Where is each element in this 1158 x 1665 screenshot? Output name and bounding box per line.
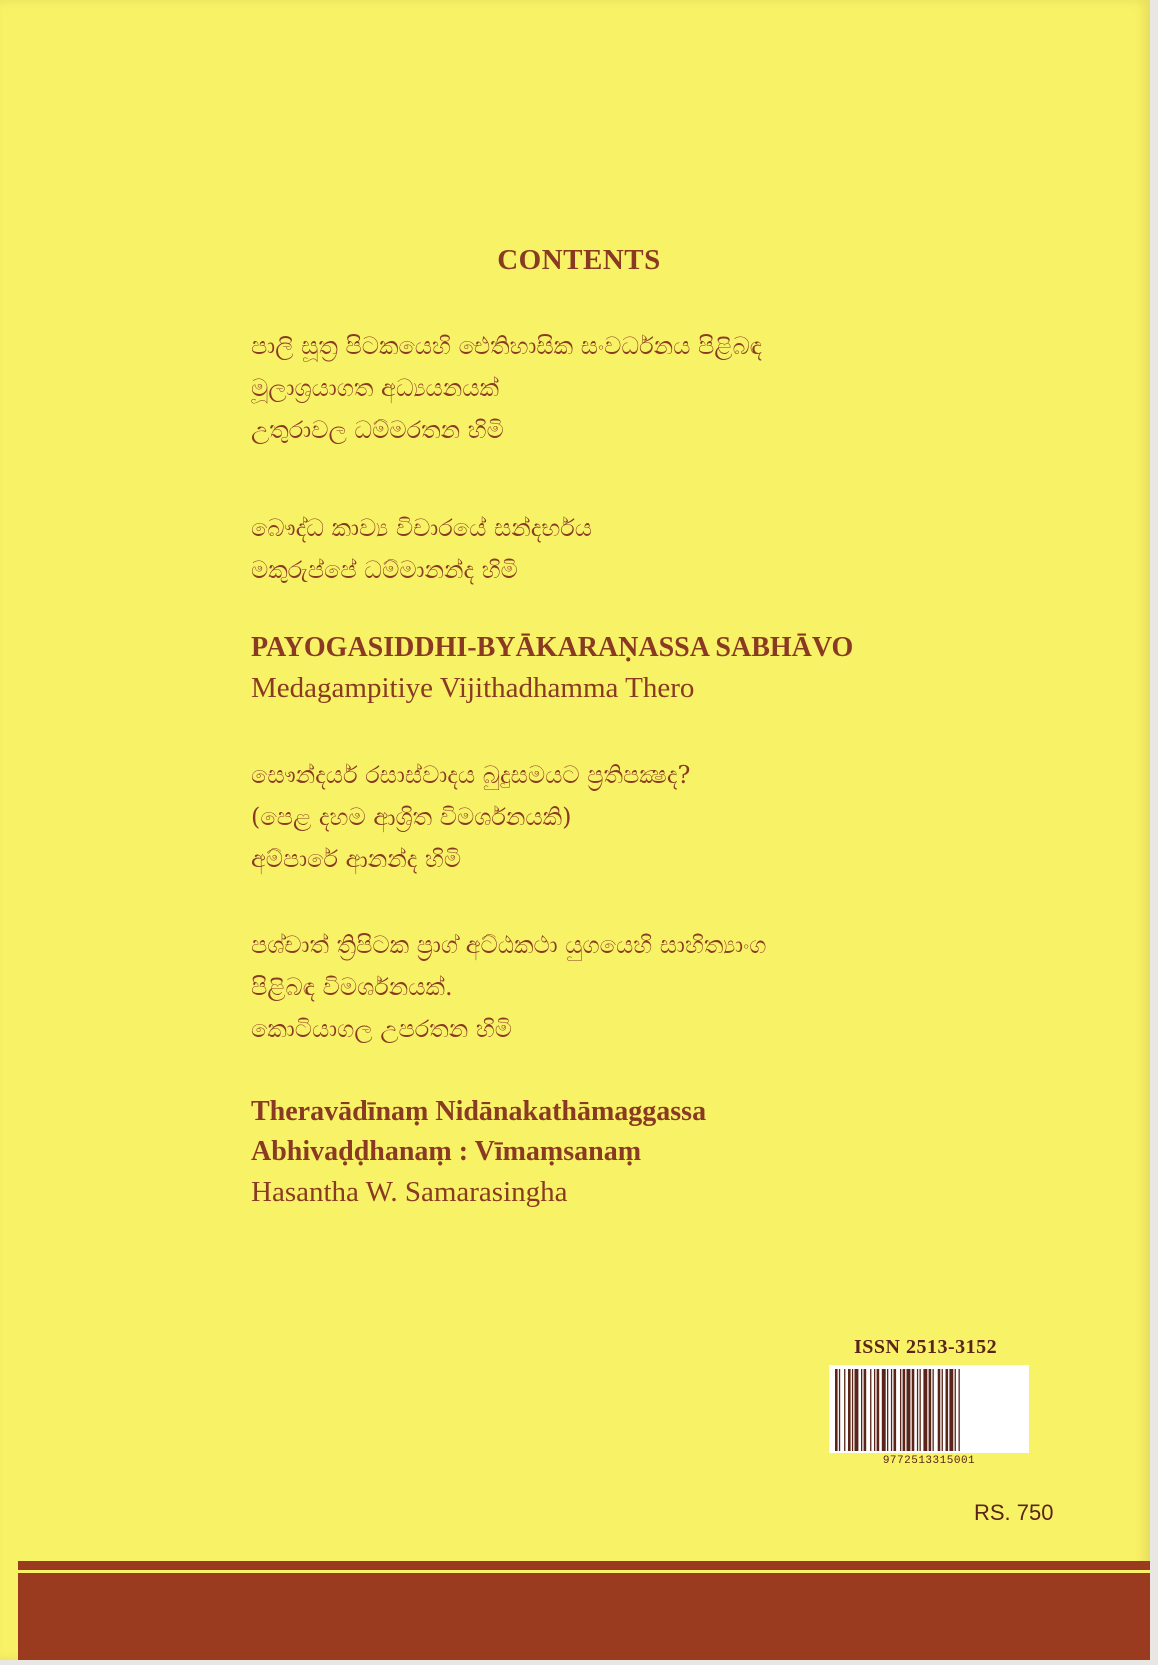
entry-1-title-line-2: මූලාශ්‍රයාගත අධ්‍යයනයක් [251,374,500,402]
barcode-bar [844,1369,845,1451]
entry-6-author: Hasantha W. Samarasingha [251,1176,568,1208]
entry-1-title-line-1: පාලි සූත්‍ර පිටකයෙහි ඓතිහාසික සංවර්ධනය පිළිබඳ [251,332,762,360]
barcode-bar [923,1369,927,1451]
barcode-bar [877,1369,880,1451]
barcode-bar [942,1369,943,1451]
entry-5-title-line-2: පිළිබඳ විමර්ශනයක්. [251,973,453,1001]
barcode-bar [887,1369,888,1451]
entry-5-author: කොටියාගල උපරතන හිමි [251,1015,513,1043]
barcode-bar [891,1369,892,1451]
contents-entry-5 [251,924,1071,1050]
entry-2-author: මකුරුප්පේ ධම්මානන්ද හිමි [251,556,518,584]
band-rule [18,1570,1150,1573]
barcode-bar [894,1369,897,1451]
barcode-bar [852,1369,853,1451]
barcode-bar [864,1369,867,1451]
barcode-bar [900,1369,901,1451]
entry-3-title: PAYOGASIDDHI-BYĀKARAṆASSA SABHĀVO [251,632,854,663]
barcode-number: 9772513315001 [882,1455,976,1467]
barcode-bar [929,1369,932,1451]
barcode-bar [946,1369,949,1451]
barcode-bar [861,1369,862,1451]
barcode-bar [949,1369,953,1451]
barcode-bar [912,1369,915,1451]
barcode-bar [955,1369,956,1451]
contents-entry-2 [251,507,1071,591]
entry-4-title-line-2: (පෙළ දහම ආශ්‍රිත විමර්ශනයකි) [251,803,572,831]
price-label: RS. 750 [974,1500,1054,1525]
contents-entry-6 [251,1092,1071,1212]
barcode-bar [855,1369,859,1451]
entry-6-title-line-1: Theravādīnaṃ Nidānakathāmaggassa [251,1096,707,1127]
contents-entry-3 [251,628,1071,708]
entry-5-title-line-1: පශ්චාත් ත්‍රිපිටක ප්‍රාග් අට්ඨකථා යුගයෙහි සාහිත්‍යාංග [251,931,767,959]
barcode-bar [848,1369,851,1451]
bottom-color-band [18,1561,1150,1660]
barcode-bar [839,1369,840,1451]
barcode-bars [829,1365,1029,1453]
entry-6-title-line-2: Abhivaḍḍhanaṃ : Vīmaṃsanaṃ [251,1136,642,1167]
barcode-bar [959,1369,960,1451]
entry-3-author: Medagampitiye Vijithadhamma Thero [251,672,695,704]
barcode [829,1365,1029,1473]
contents-entry-4 [251,754,1071,880]
entry-2-title: බෞද්ධ කාව්‍ය විචාරයේ සන්දර්භය [251,514,593,542]
barcode-bar [882,1369,886,1451]
barcode-bar [920,1369,921,1451]
entry-1-author: උතුරාවල ධම්මරතන හිමි [251,416,504,444]
contents-heading: CONTENTS [497,244,661,276]
barcode-bar [870,1369,871,1451]
barcode-bar [917,1369,918,1451]
barcode-bar [835,1369,838,1451]
barcode-bar [933,1369,934,1451]
issn-label: ISSN 2513-3152 [854,1336,998,1358]
entry-4-title-line-1: සෞන්දර්ය රසාස්වාදය බුදුසමයට ප්‍රතිපක්‍ෂද? [251,761,691,789]
barcode-bar [938,1369,941,1451]
entry-4-author: අම්පාරේ ආනන්ද හිමි [251,845,462,873]
barcode-bar [907,1369,911,1451]
barcode-bar [903,1369,906,1451]
barcode-bar [874,1369,875,1451]
contents-entry-1 [251,325,1071,451]
